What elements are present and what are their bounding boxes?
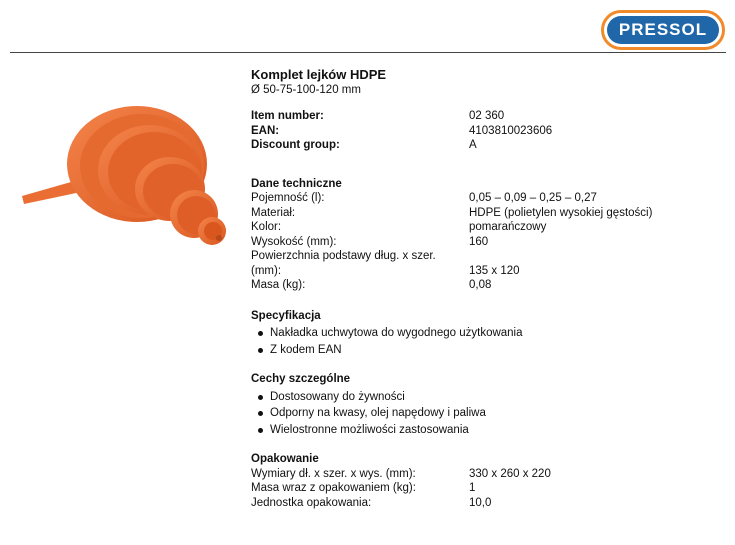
item-number-value: 02 360 [469,110,505,122]
bullet-icon [258,411,263,416]
funnel-set-image [22,104,237,254]
features-title: Cechy szczególne [251,373,351,385]
capacity-value: 0,05 – 0,09 – 0,25 – 0,27 [469,192,597,204]
list-item: Dostosowany do żywności [251,389,711,406]
item-number-label: Item number: [251,110,324,122]
package-mass-label: Masa wraz z opakowaniem (kg): [251,482,416,494]
base-area-value: 135 x 120 [469,264,520,277]
package-unit-label: Jednostka opakowania: [251,496,372,509]
color-value: pomarańczowy [469,221,547,233]
packaging-title: Opakowanie [251,453,319,465]
technical-title: Dane techniczne [251,177,342,190]
color-label: Kolor: [251,221,282,233]
bullet-icon [258,395,263,400]
logo-text: PRESSOL [607,16,719,44]
pressol-logo [601,10,725,50]
product-title: Komplet lejków HDPE [251,67,387,82]
specification-list [251,325,711,358]
list-item: Z kodem EAN [251,342,711,359]
product-subtitle: Ø 50-75-100-120 mm [251,84,361,96]
discount-group-value: A [469,139,477,151]
header-divider [10,52,726,53]
list-item: Nakładka uchwytowa do wygodnego użytkowania [251,325,711,342]
discount-group-row [251,138,711,153]
package-unit-row [251,496,711,511]
specification-title: Specyfikacja [251,309,321,322]
package-mass-row [251,481,711,496]
features-list [251,389,711,439]
list-item: Odporny na kwasy, olej napędowy i paliwa [251,405,711,422]
material-label: Materiał: [251,206,296,219]
color-row [251,220,711,235]
height-value: 160 [469,235,489,248]
package-mass-value: 1 [469,482,476,494]
height-label: Wysokość (mm): [251,235,337,248]
bullet-icon [258,428,263,433]
package-dimensions-row [251,467,711,482]
height-row [251,235,711,250]
bullet-icon [258,348,263,353]
item-number-row [251,109,711,124]
ean-label: EAN: [251,124,280,137]
capacity-row [251,191,711,206]
material-row [251,206,711,221]
base-area-row [251,249,711,278]
package-dimensions-value: 330 x 260 x 220 [469,467,551,480]
base-area-label: Powierzchnia podstawy dług. x szer. (mm): [251,250,436,277]
ean-row [251,124,711,139]
mass-value: 0,08 [469,279,492,291]
discount-group-label: Discount group: [251,139,340,151]
capacity-label: Pojemność (l): [251,192,325,204]
mass-row [251,278,711,293]
list-item: Wielostronne możliwości zastosowania [251,422,711,439]
package-dimensions-label: Wymiary dł. x szer. x wys. (mm): [251,467,416,480]
bullet-icon [258,331,263,336]
package-unit-value: 10,0 [469,496,492,509]
mass-label: Masa (kg): [251,279,306,291]
product-datasheet [251,67,711,510]
ean-value: 4103810023606 [469,124,553,137]
material-value: HDPE (polietylen wysokiej gęstości) [469,206,653,219]
